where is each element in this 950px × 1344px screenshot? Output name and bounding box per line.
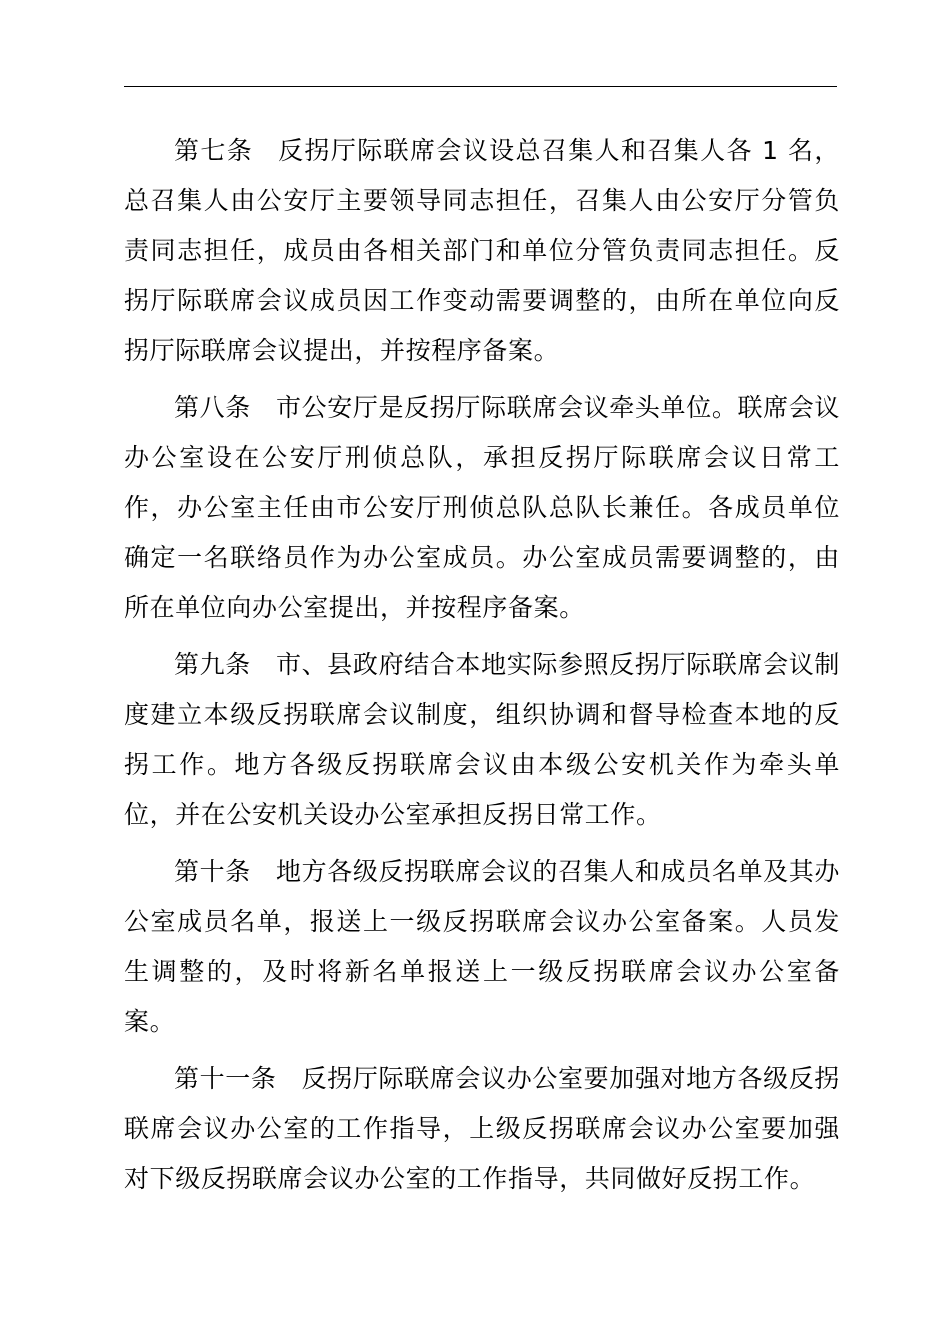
article-10 bbox=[124, 847, 840, 1047]
document-body bbox=[124, 126, 840, 1204]
article-number: 第十条 bbox=[174, 857, 251, 886]
article-number: 第七条 bbox=[174, 136, 254, 165]
article-text: 反拐厅际联席会议办公室要加强对地方各级反拐联席会议办公室的工作指导，上级反拐联席会议办公室要加强对下级反拐联席会议办公室的工作指导，共同做好反拐工作。 bbox=[124, 1064, 841, 1193]
article-text: 市、县政府结合本地实际参照反拐厅际联席会议制度建立本级反拐联席会议制度，组织协调和督导检查本地的反拐工作。地方各级反拐联席会议由本级公安机关作为牵头单位，并在公安机关设办公室承担反拐日常工作。 bbox=[124, 650, 841, 829]
article-text: 反拐厅际联席会议设总召集人和召集人各 1 名，总召集人由公安厅主要领导同志担任，召集人由公安厅分管负责同志担任，成员由各相关部门和单位分管负责同志担任。反拐厅际联席会议成员因工作变动需要调整的，由所在单位向反拐厅际联席会议提出，并按程序备案。 bbox=[124, 136, 840, 365]
article-number: 第九条 bbox=[174, 650, 251, 679]
article-11 bbox=[124, 1054, 840, 1204]
article-8 bbox=[124, 383, 840, 633]
article-text: 地方各级反拐联席会议的召集人和成员名单及其办公室成员名单，报送上一级反拐联席会议办公室备案。人员发生调整的，及时将新名单报送上一级反拐联席会议办公室备案。 bbox=[124, 857, 841, 1036]
header-rule bbox=[124, 86, 837, 87]
article-7 bbox=[124, 126, 840, 376]
article-number: 第十一条 bbox=[174, 1064, 277, 1093]
article-text: 市公安厅是反拐厅际联席会议牵头单位。联席会议办公室设在公安厅刑侦总队，承担反拐厅际联席会议日常工作，办公室主任由市公安厅刑侦总队总队长兼任。各成员单位确定一名联络员作为办公室成员。办公室成员需要调整的，由所在单位向办公室提出，并按程序备案。 bbox=[124, 393, 841, 622]
article-9 bbox=[124, 640, 840, 840]
article-number: 第八条 bbox=[174, 393, 251, 422]
